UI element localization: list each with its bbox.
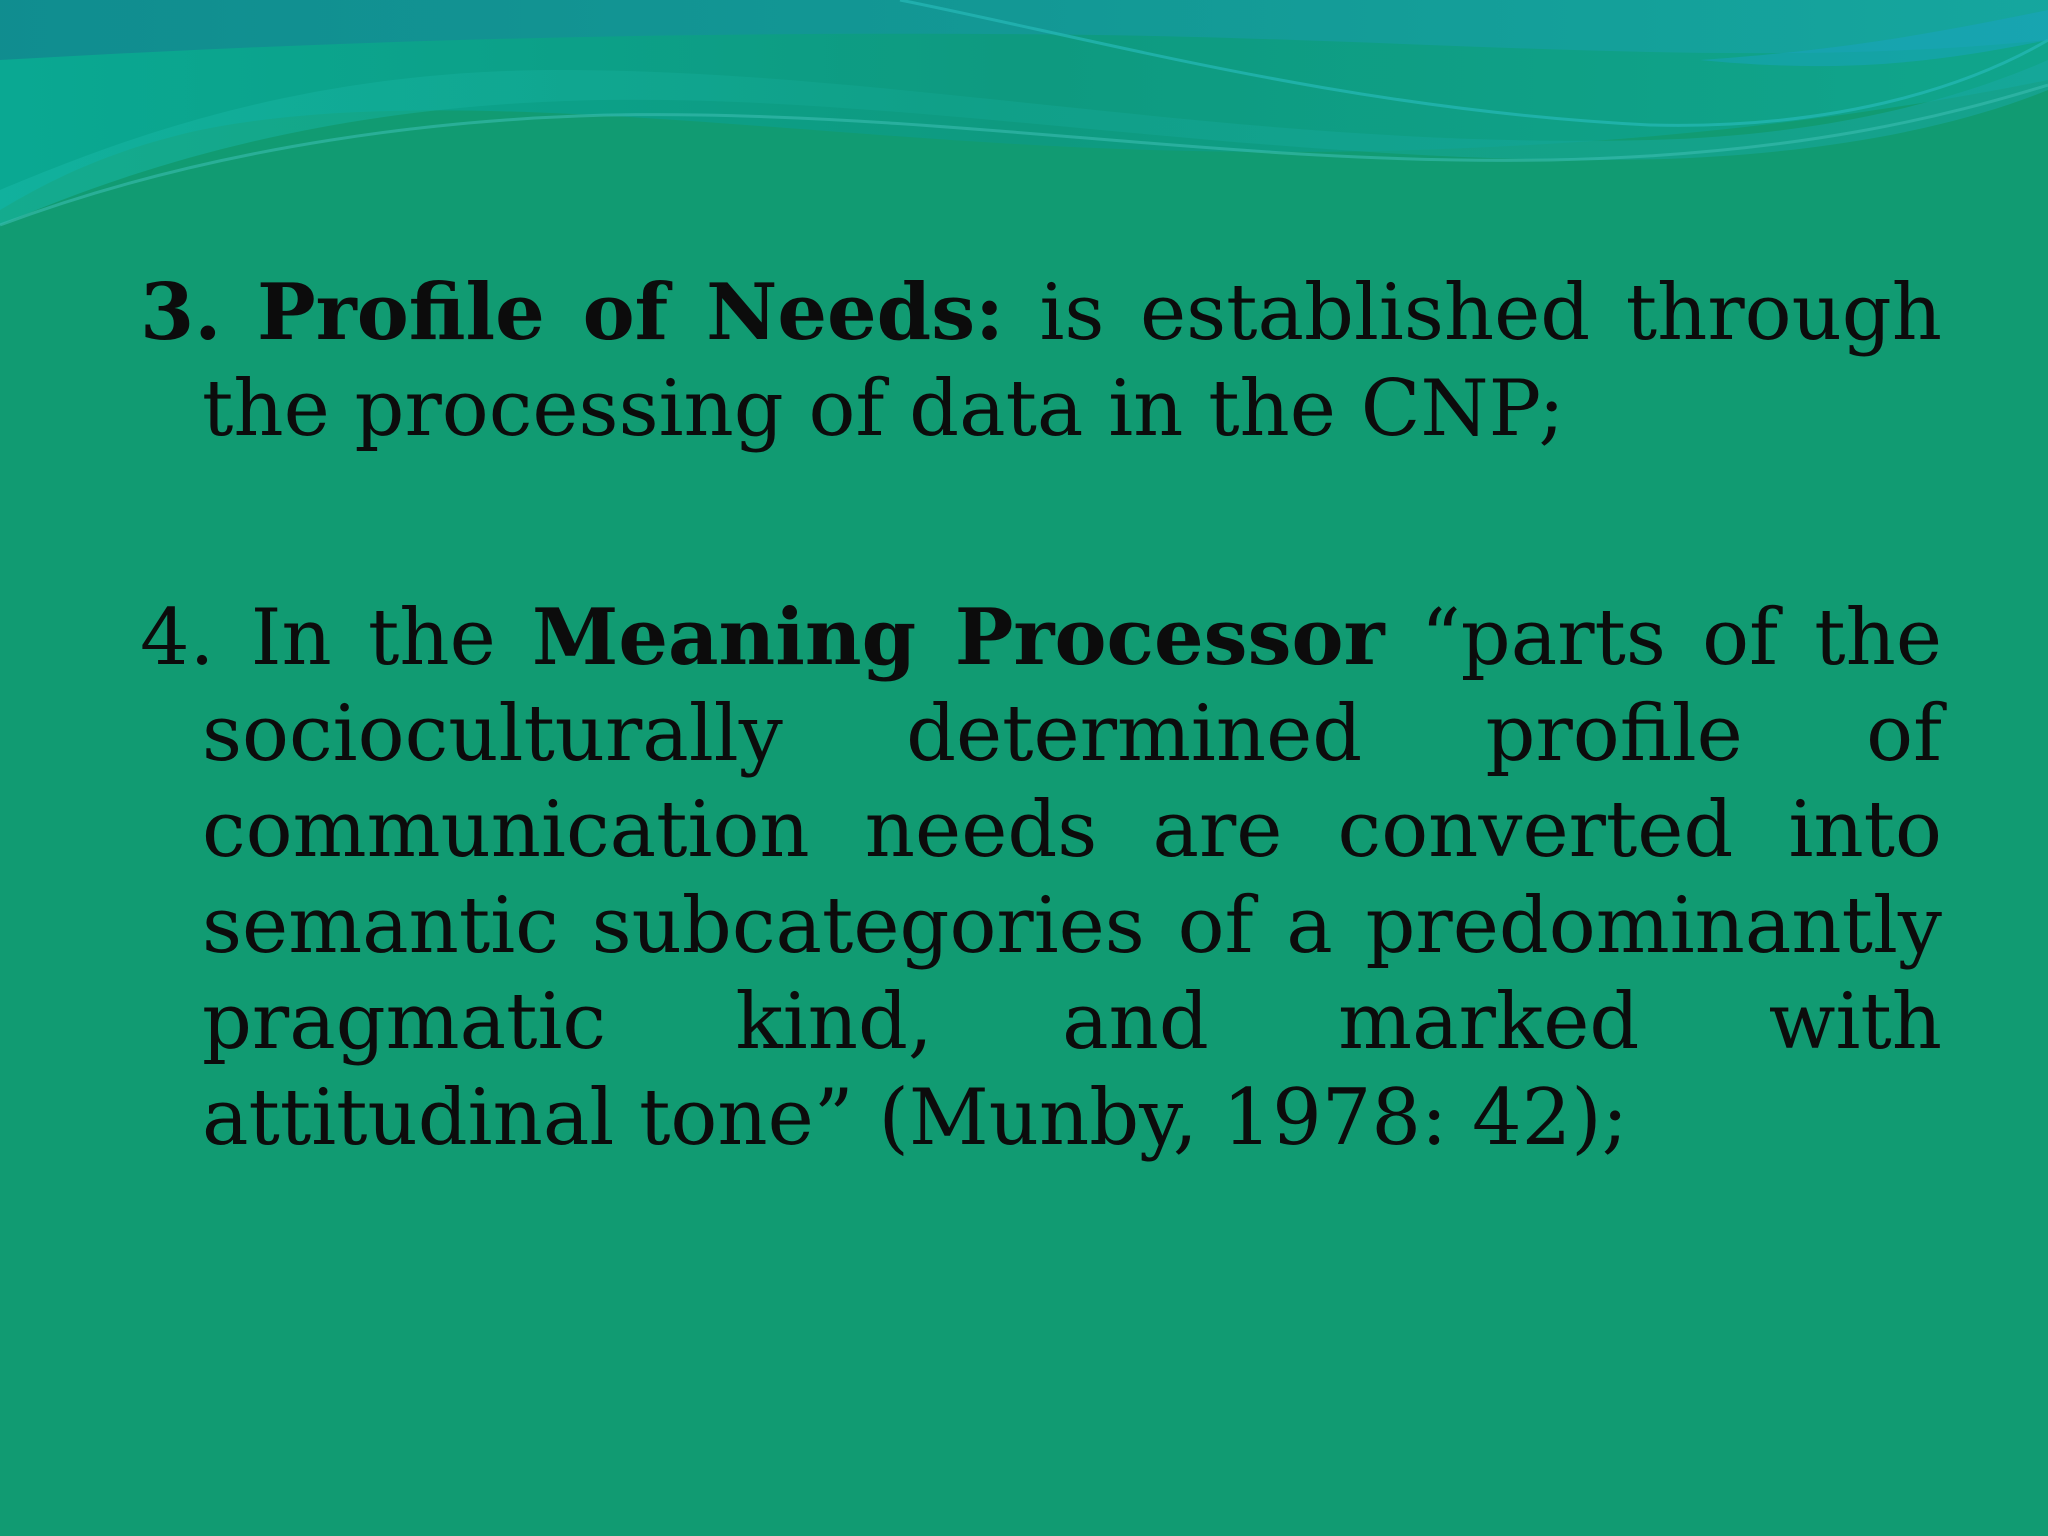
item-text: is established through the processing of data in the CNP;: [202, 268, 1942, 454]
item-number: 4.: [140, 593, 215, 683]
list-item-4: [140, 590, 1942, 1166]
item-intro: In the: [214, 593, 533, 683]
item-text: “parts of the socioculturally determined profile of communication needs are converted into semantic subcategories of a predominantly pragmatic kind, and marked with attitudinal tone” (Munby, 1978: 42);: [202, 593, 1942, 1163]
header-wave-decoration: [0, 0, 2048, 240]
list-item-3: [140, 265, 1942, 457]
item-term: Profile of Needs:: [256, 267, 1004, 358]
item-number: 3.: [140, 267, 222, 358]
item-term: Meaning Processor: [532, 592, 1385, 683]
